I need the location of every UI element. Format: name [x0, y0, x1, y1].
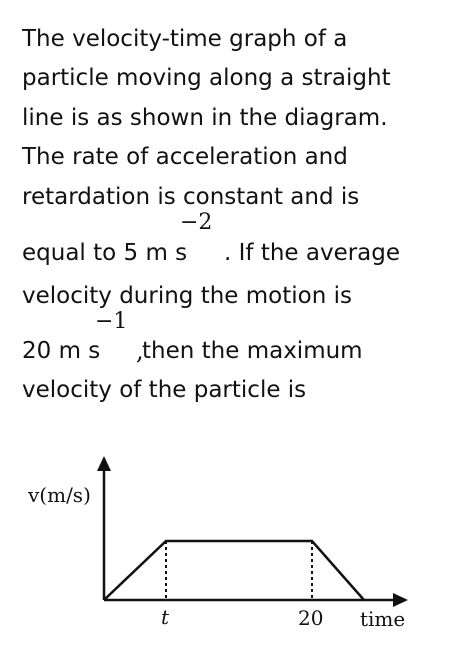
- tick-label-t: t: [161, 605, 170, 629]
- x-axis-label: time: [360, 607, 406, 631]
- question-line: . If the average: [224, 240, 401, 266]
- exponent: −1: [95, 309, 128, 334]
- tick-label-20: 20: [298, 606, 324, 630]
- question-line: equal to 5 m s: [22, 240, 188, 266]
- velocity-time-diagram: [0, 436, 474, 656]
- question-line: particle moving along a straight: [22, 65, 391, 91]
- x-axis-arrow-icon: [393, 593, 408, 607]
- question-line: line is as shown in the diagram.: [22, 105, 388, 131]
- comma: ,: [136, 337, 144, 365]
- y-axis-label: v(m/s): [28, 483, 91, 507]
- y-axis-arrow-icon: [97, 456, 111, 471]
- exponent: −2: [180, 210, 213, 235]
- velocity-curve: [104, 541, 364, 600]
- question-line: The velocity-time graph of a: [22, 26, 348, 52]
- question-line: The rate of acceleration and: [22, 144, 348, 170]
- question-line: retardation is constant and is: [22, 184, 360, 210]
- question-line: velocity during the motion is: [22, 283, 352, 309]
- question-line: 20 m s: [22, 338, 101, 364]
- question-line: then the maximum: [142, 338, 363, 364]
- question-line: velocity of the particle is: [22, 377, 307, 403]
